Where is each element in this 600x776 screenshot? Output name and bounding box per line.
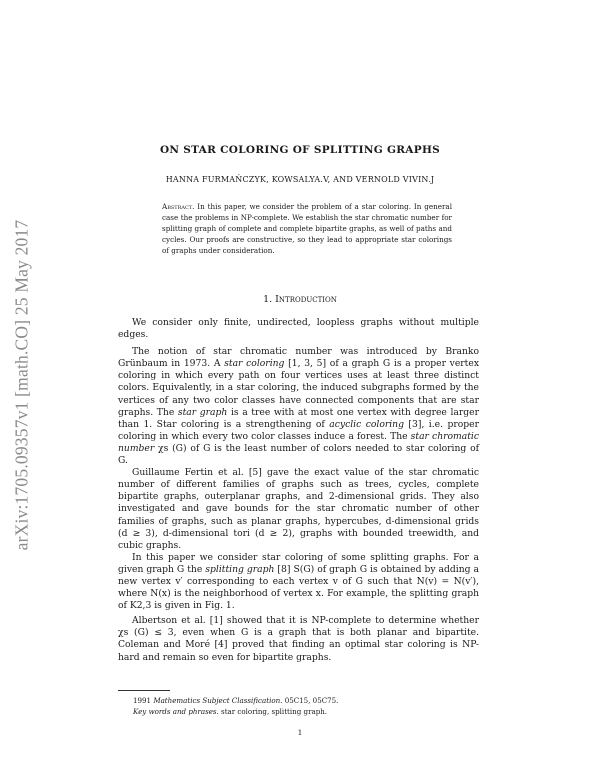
- footnote-msc: [133, 695, 479, 706]
- term-star-graph: star graph: [177, 406, 228, 418]
- paragraph-4: [118, 552, 479, 612]
- paragraph-5: Albertson et al. [1] showed that it is NP-complete to determine whether χs (G) ≤ 3, even when G is a graph that is both planar and bipartite. Coleman and Moré [4] proved that finding an optimal star coloring is NP-hard and remain so even for bipartite graphs.: [118, 615, 479, 663]
- keywords-label: Key words and phrases.: [133, 707, 219, 716]
- p2-text-b: [1, 3, 5] of a graph G is a proper vertex coloring in which every path on four vertices uses at least three distinct colors. Equivalently, in a star coloring, the induced subgraphs formed by the vertices of any two color classes have connected components that are star graphs. The: [118, 358, 479, 418]
- p4-text-b: [8] S(G) of graph G is obtained by adding a new vertex v′ corresponding to each vertex v of G such that N(v) = N(v′), where N(x) is the neighborhood of vertex x. For example, the splitting graph of K2,3 is given in Fig. 1.: [118, 563, 479, 612]
- abstract-label: Abstract.: [162, 202, 195, 211]
- p2-text-c: is a tree with at most one vertex with degree larger than 1. Star coloring is a strengthening of: [118, 406, 479, 430]
- paragraph-2: [118, 346, 479, 467]
- term-splitting-graph: splitting graph: [205, 563, 275, 575]
- msc-year: 1991: [133, 696, 154, 705]
- section-heading: [0, 294, 600, 305]
- p2-text-e: χs (G) of G is the least number of colors needed to star coloring of G.: [118, 442, 479, 467]
- body-text: [118, 317, 479, 664]
- msc-codes: 05C15, 05C75.: [282, 696, 339, 705]
- paper-title: ON STAR COLORING OF SPLITTING GRAPHS: [159, 144, 441, 156]
- abstract-text: In this paper, we consider the problem of a star coloring. In general case the problems in NP-complete. We establish the star chromatic number for splitting graph of complete and complete bipartite graphs, as well of paths and cycles. Our proofs are constructive, so they lead to appropriate star colorings of graphs under consideration.: [162, 202, 452, 255]
- p2-text-a: The notion of star chromatic number was introduced by Branko Grünbaum in 1973. A: [118, 346, 479, 370]
- msc-label: Mathematics Subject Classification.: [153, 696, 283, 705]
- keywords-text: star coloring, splitting graph.: [218, 707, 328, 716]
- term-star-chromatic-number: star chromatic number: [118, 430, 479, 454]
- term-star-coloring: star coloring: [224, 358, 285, 370]
- footnotes: [133, 695, 479, 717]
- paper-authors: HANNA FURMAŃCZYK, KOWSALYA.V, AND VERNOLD VIVIN.J: [165, 175, 435, 184]
- abstract: [162, 202, 452, 257]
- paragraph-3: Guillaume Fertin et al. [5] gave the exact value of the star chromatic number of different families of graphs such as trees, cycles, complete bipartite graphs, outerplanar graphs, and 2-dimensional grids. They also investigated and gave bounds for the star chromatic number of other families of graphs, such as planar graphs, hypercubes, d-dimensional grids (d ≥ 3), d-dimensional tori (d ≥ 2), graphs with bounded treewidth, and cubic graphs.: [118, 467, 479, 551]
- footnote-rule: [118, 690, 170, 691]
- paragraph-1: We consider only finite, undirected, loopless graphs without multiple edges.: [118, 317, 479, 341]
- arxiv-stamp: [10, 165, 34, 605]
- section-number: 1.: [263, 294, 276, 305]
- footnote-keywords: [133, 706, 479, 717]
- section-title: Introduction: [275, 294, 337, 305]
- term-acyclic-coloring: acyclic coloring: [329, 418, 404, 430]
- p2-text-d: [3], i.e. proper coloring in which every two color classes induce a forest. The: [118, 418, 479, 442]
- page-number: 1: [297, 728, 303, 737]
- arxiv-stamp-text: arXiv:1705.09357v1 [math.CO] 25 May 2017: [11, 219, 32, 551]
- p4-text-a: In this paper we consider star coloring of some splitting graphs. For a given graph G the: [118, 551, 479, 575]
